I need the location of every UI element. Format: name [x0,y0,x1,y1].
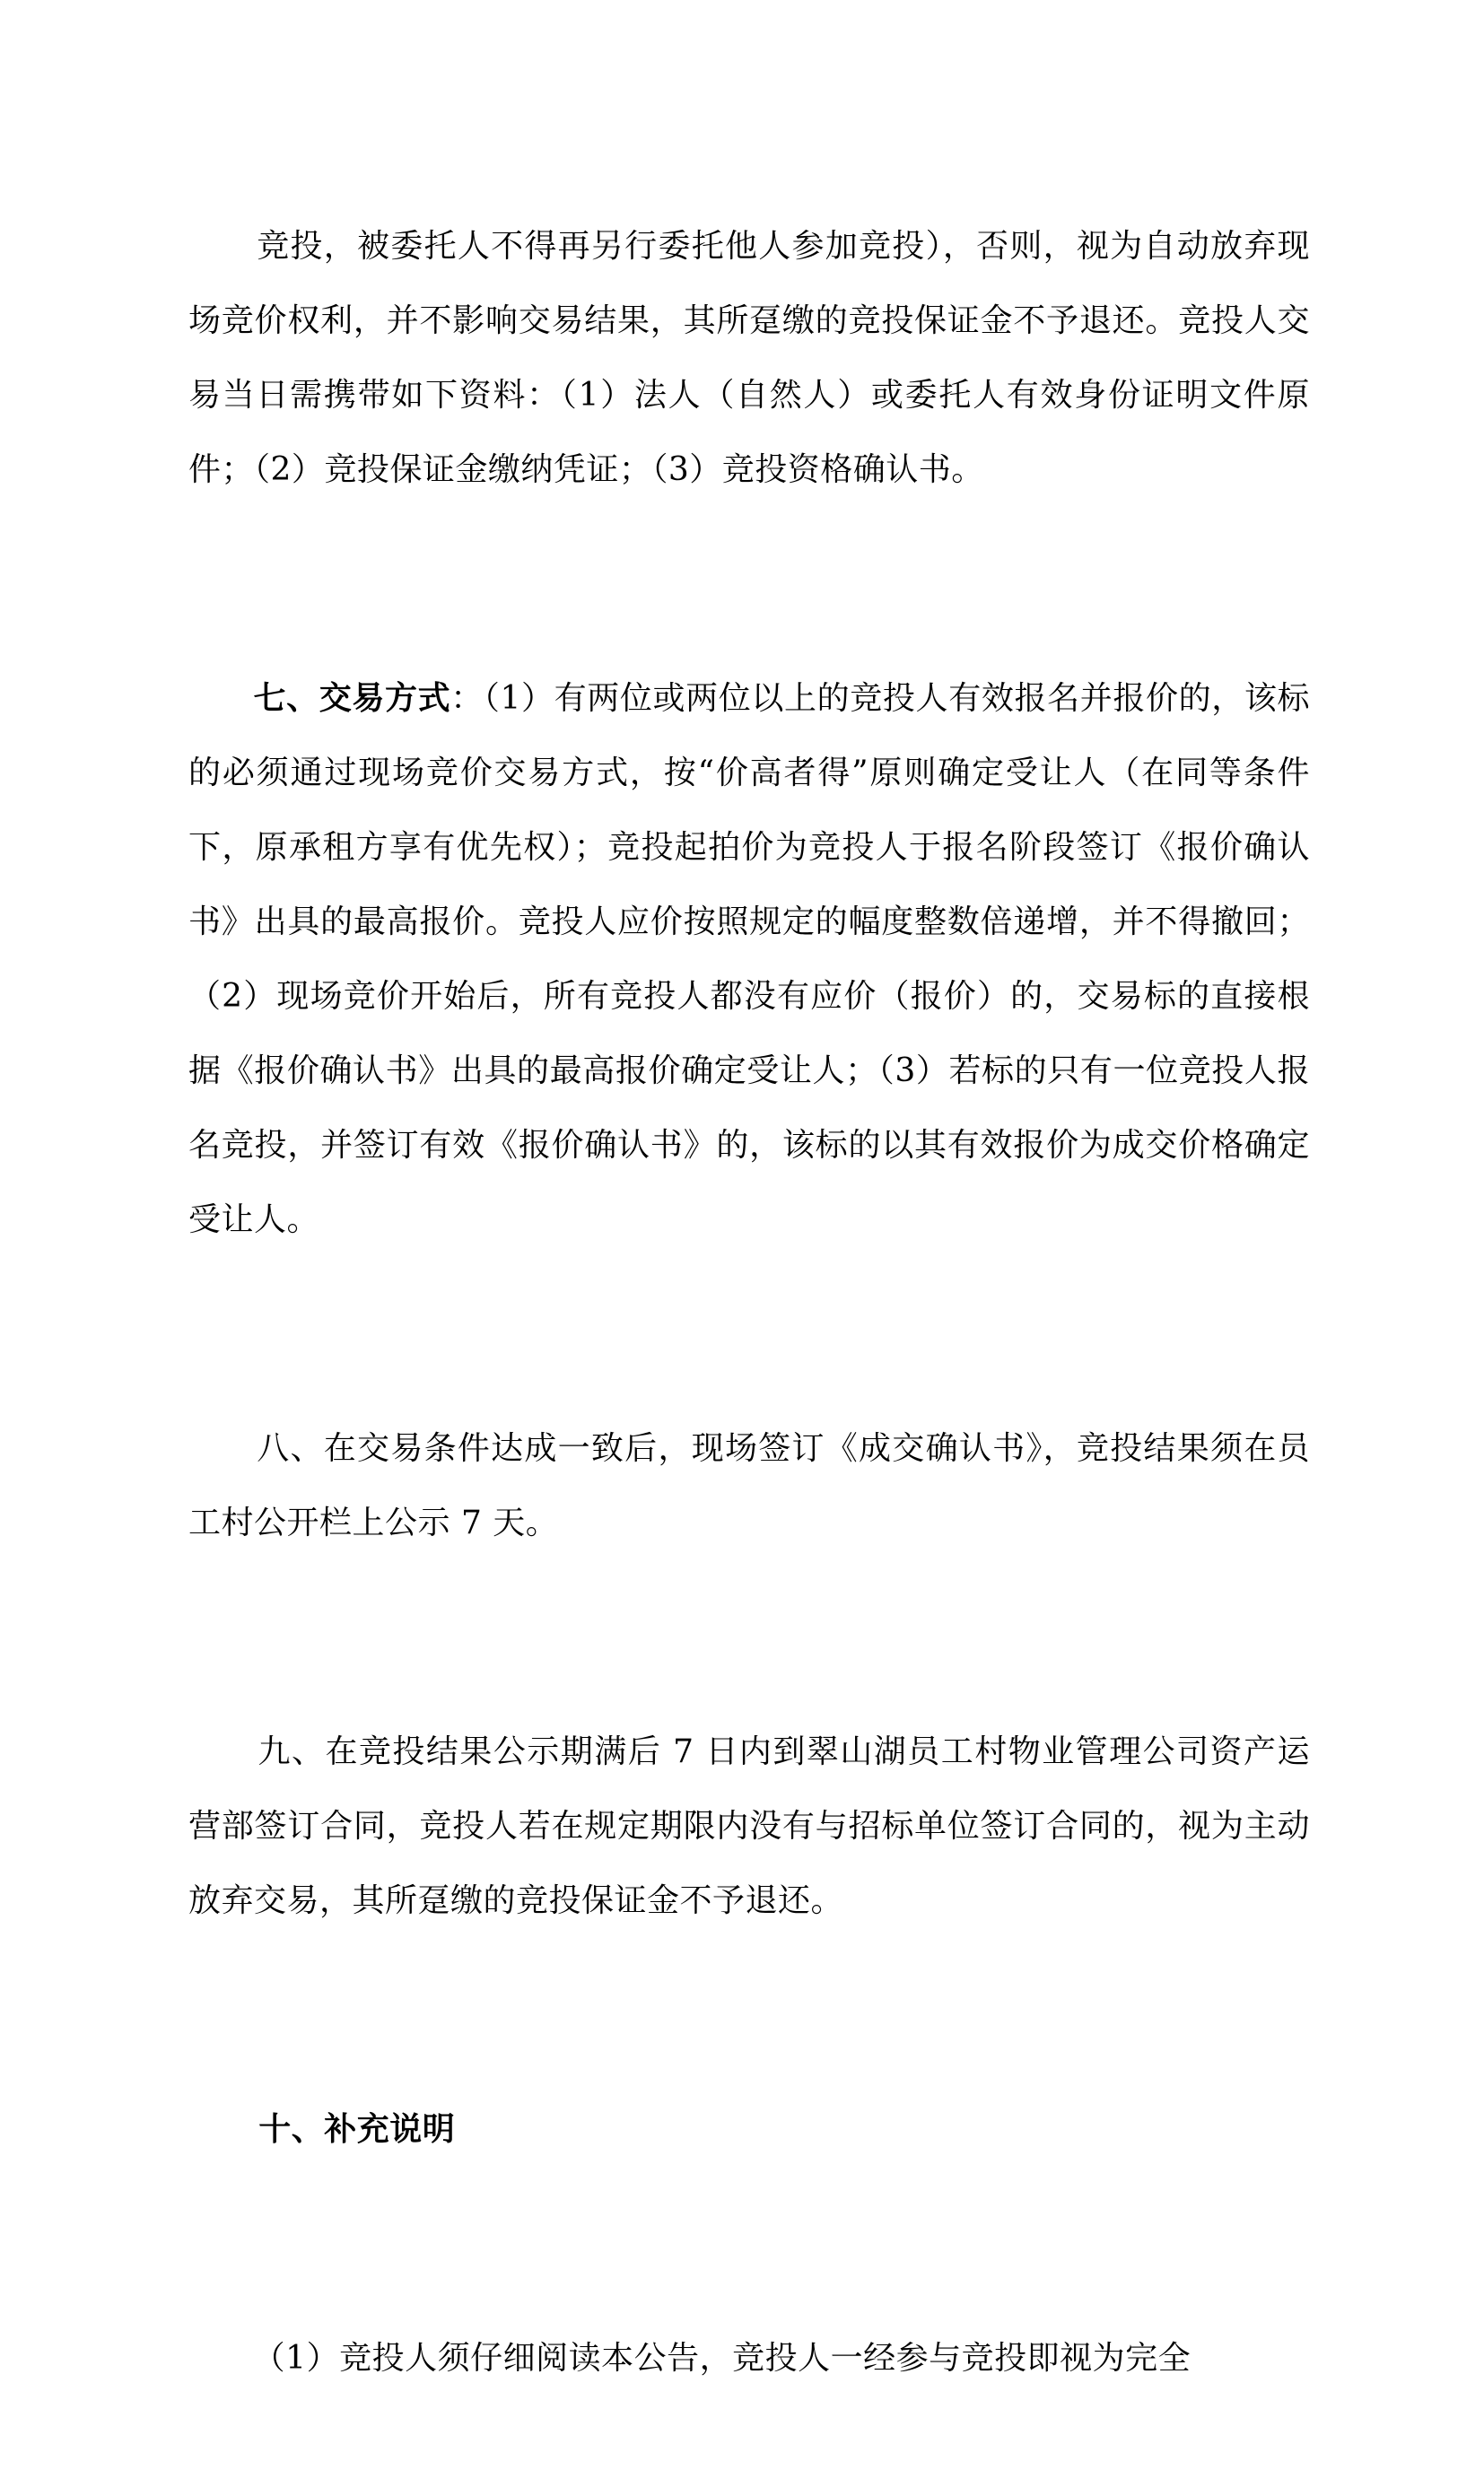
paragraph-item-nine [188,1640,1310,2012]
paragraph-bold-lead: 十、补充说明 [258,2110,456,2148]
paragraph-item-seven [188,587,1310,1331]
paragraph-item-ten-heading [188,2018,1310,2241]
paragraph-text: （1）竞投人须仔细阅读本公告，竞投人一经参与竞投即视为完全 [252,2340,1192,2377]
paragraph-continued-registration [188,135,1310,581]
document-body [188,135,1310,2470]
paragraph-text: 九、在竞投结果公示期满后 7 日内到翠山湖员工村物业管理公司资产运营部签订合同，竞投人若在规定期限内没有与招标单位签订合同的，视为主动放弃交易，其所趸缴的竞投保证金不予退还。 [188,1733,1310,1919]
paragraph-item-eight [188,1337,1310,1635]
paragraph-item-ten-clause-1 [188,2247,1310,2470]
paragraph-bold-lead: 七、交易方式 [253,679,451,717]
paragraph-text: 竞投，被委托人不得再另行委托他人参加竞投），否则，视为自动放弃现场竞价权利，并不影响交易结果，其所趸缴的竞投保证金不予退还。竞投人交易当日需携带如下资料：（1）法人（自然人）或委托人有效身份证明文件原件；（2）竞投保证金缴纳凭证；（3）竞投资格确认书。 [188,228,1310,488]
paragraph-text: 八、在交易条件达成一致后，现场签订《成交确认书》，竞投结果须在员工村公开栏上公示 7 天。 [188,1430,1310,1541]
paragraph-text: ：（1）有两位或两位以上的竞投人有效报名并报价的，该标的必须通过现场竞价交易方式，按“价高者得”原则确定受让人（在同等条件下，原承租方享有优先权）；竞投起拍价为竞投人于报名阶段签订《报价确认书》出具的最高报价。竞投人应价按照规定的幅度整数倍递增，并不得撤回；（2）现场竞价开始后，所有竞投人都没有应价（报价）的，交易标的直接根据《报价确认书》出具的最高报价确定受让人；（3）若标的只有一位竞投人报名竞投，并签订有效《报价确认书》的，该标的以其有效报价为成交价格确定受让人。 [188,680,1310,1238]
